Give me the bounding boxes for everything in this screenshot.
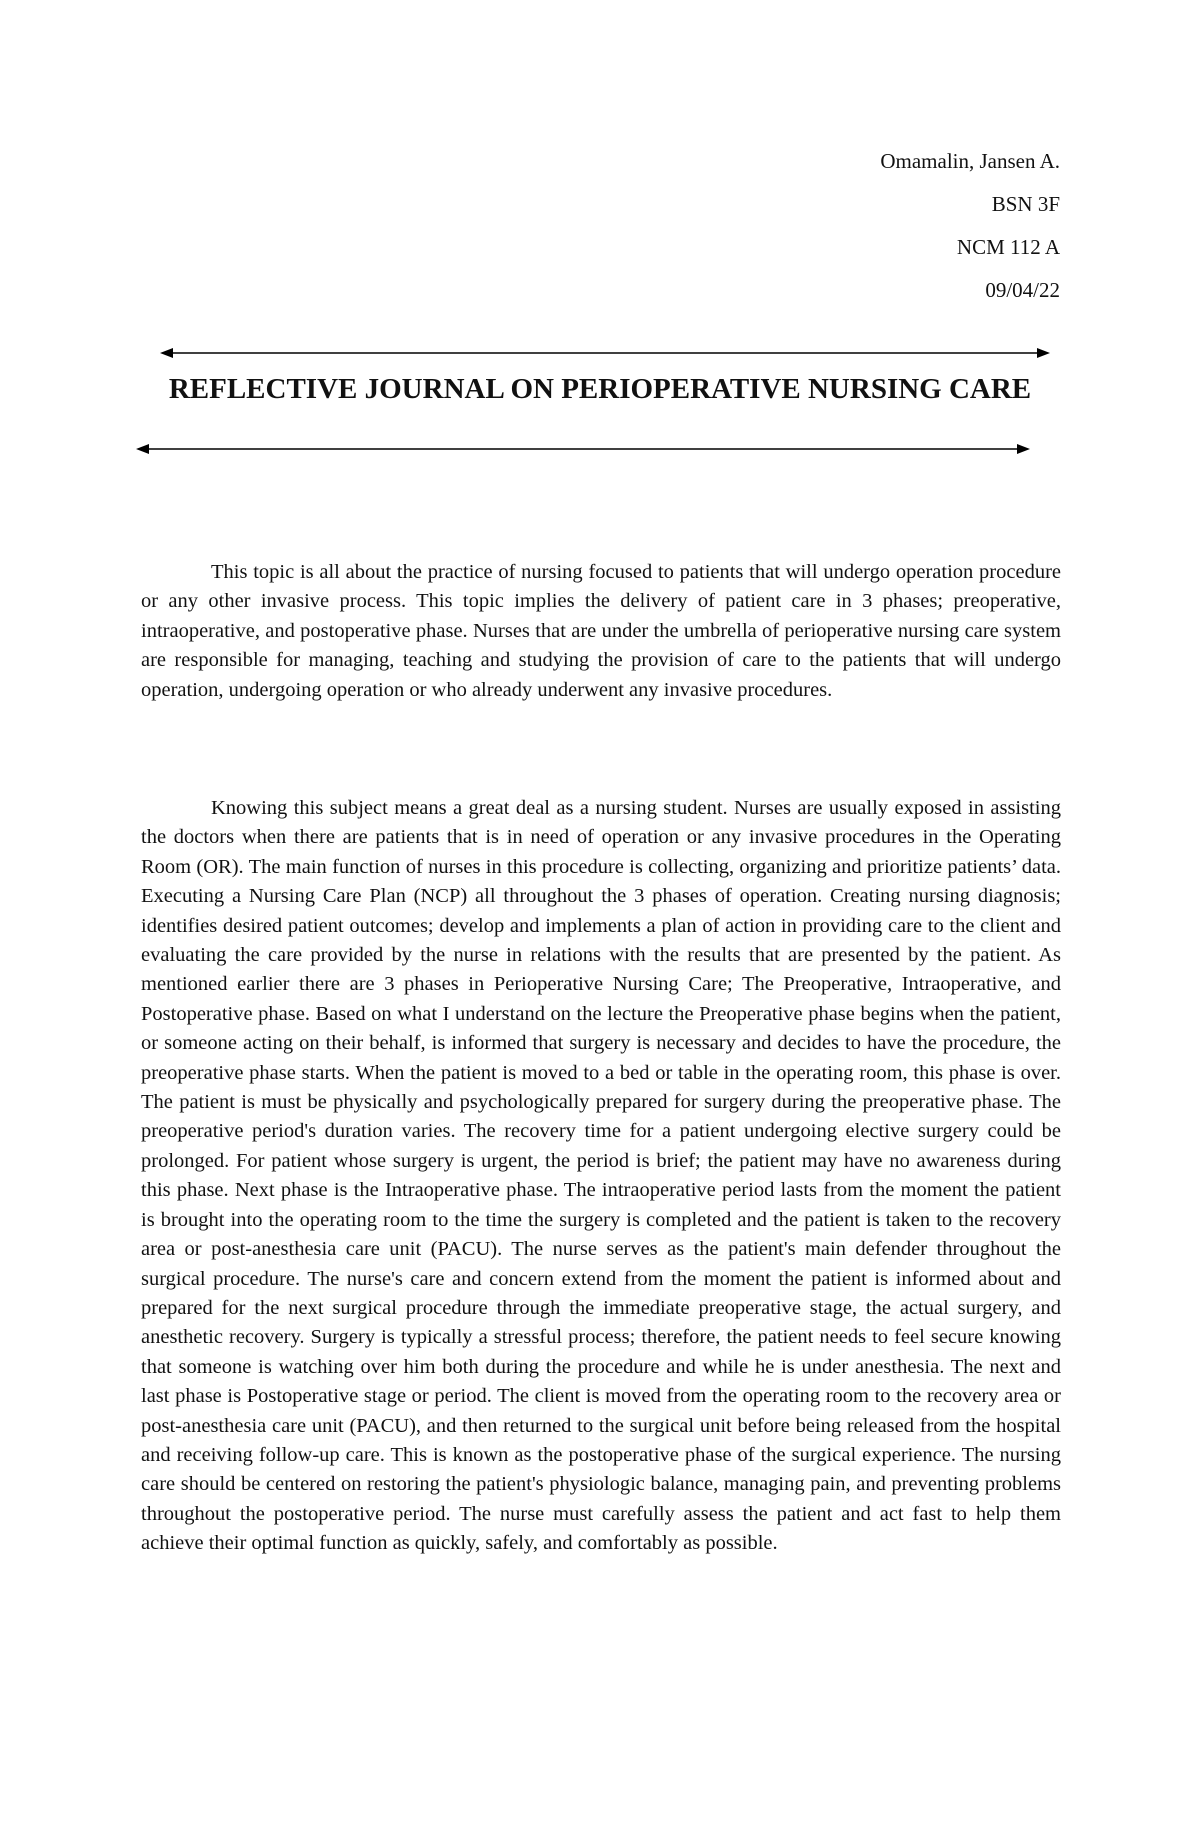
- author-name: Omamalin, Jansen A.: [880, 149, 1060, 173]
- student-section: BSN 3F: [991, 192, 1060, 216]
- course-code: NCM 112 A: [956, 235, 1060, 259]
- body-paragraph-intro: This topic is all about the practice of nursing focused to patients that will undergo operation procedure or any other invasive process. This topic implies the delivery of patient care in 3 phases; preoperative, intraoperative, and postoperative phase. Nurses that are under the umbrella of perioperative nursing care system are responsible for managing, teaching and studying the provision of care to the patients that will undergo operation, undergoing operation or who already underwent any invasive procedures.: [141, 561, 1061, 701]
- body-paragraph-reflection: Knowing this subject means a great deal as a nursing student. Nurses are usually exposed in assisting the doctors when there are patients that is in need of operation or any invasive procedures in the Operating Room (OR). The main function of nurses in this procedure is collecting, organizing and prioritize patients’ data. Executing a Nursing Care Plan (NCP) all throughout the 3 phases of operation. Creating nursing diagnosis; identifies desired patient outcomes; develop and implements a plan of action in providing care to the client and evaluating the care provided by the nurse in relations with the results that are presented by the patient. As mentioned earlier there are 3 phases in Perioperative Nursing Care; The Preoperative, Intraoperative, and Postoperative phase. Based on what I understand on the lecture the Preoperative phase begins when the patient, or someone acting on their behalf, is informed that surgery is necessary and decides to have the procedure, the preoperative phase starts. When the patient is moved to a bed or table in the operating room, this phase is over. The patient is must be physically and psychologically prepared for surgery during the preoperative phase. The preoperative period's duration varies. The recovery time for a patient undergoing elective surgery could be prolonged. For patient whose surgery is urgent, the period is brief; the patient may have no awareness during this phase. Next phase is the Intraoperative phase. The intraoperative period lasts from the moment the patient is brought into the operating room to the time the surgery is completed and the patient is taken to the recovery area or post-anesthesia care unit (PACU). The nurse serves as the patient's main defender throughout the surgical procedure. The nurse's care and concern extend from the moment the patient is informed about and prepared for the next surgical procedure through the immediate preoperative stage, the actual surgery, and anesthetic recovery. Surgery is typically a stressful process; therefore, the patient needs to feel secure knowing that someone is watching over him both during the procedure and while he is under anesthesia. The next and last phase is Postoperative stage or period. The client is moved from the operating room to the recovery area or post-anesthesia care unit (PACU), and then returned to the surgical unit before being released from the hospital and receiving follow-up care. This is known as the postoperative phase of the surgical experience. The nursing care should be centered on restoring the patient's physiologic balance, managing pain, and preventing problems throughout the postoperative period. The nurse must carefully assess the patient and act fast to help them achieve their optimal function as quickly, safely, and comfortably as possible.: [141, 797, 1061, 1555]
- document-title: REFLECTIVE JOURNAL ON PERIOPERATIVE NURSING CARE: [168, 373, 1032, 405]
- double-arrow-icon: [136, 441, 1030, 457]
- author-header: [880, 140, 1060, 312]
- double-arrow-icon: [160, 345, 1050, 361]
- document-date: 09/04/22: [985, 278, 1060, 302]
- double-arrow-rule-top: [160, 345, 1050, 361]
- double-arrow-rule-bottom: [136, 441, 1030, 457]
